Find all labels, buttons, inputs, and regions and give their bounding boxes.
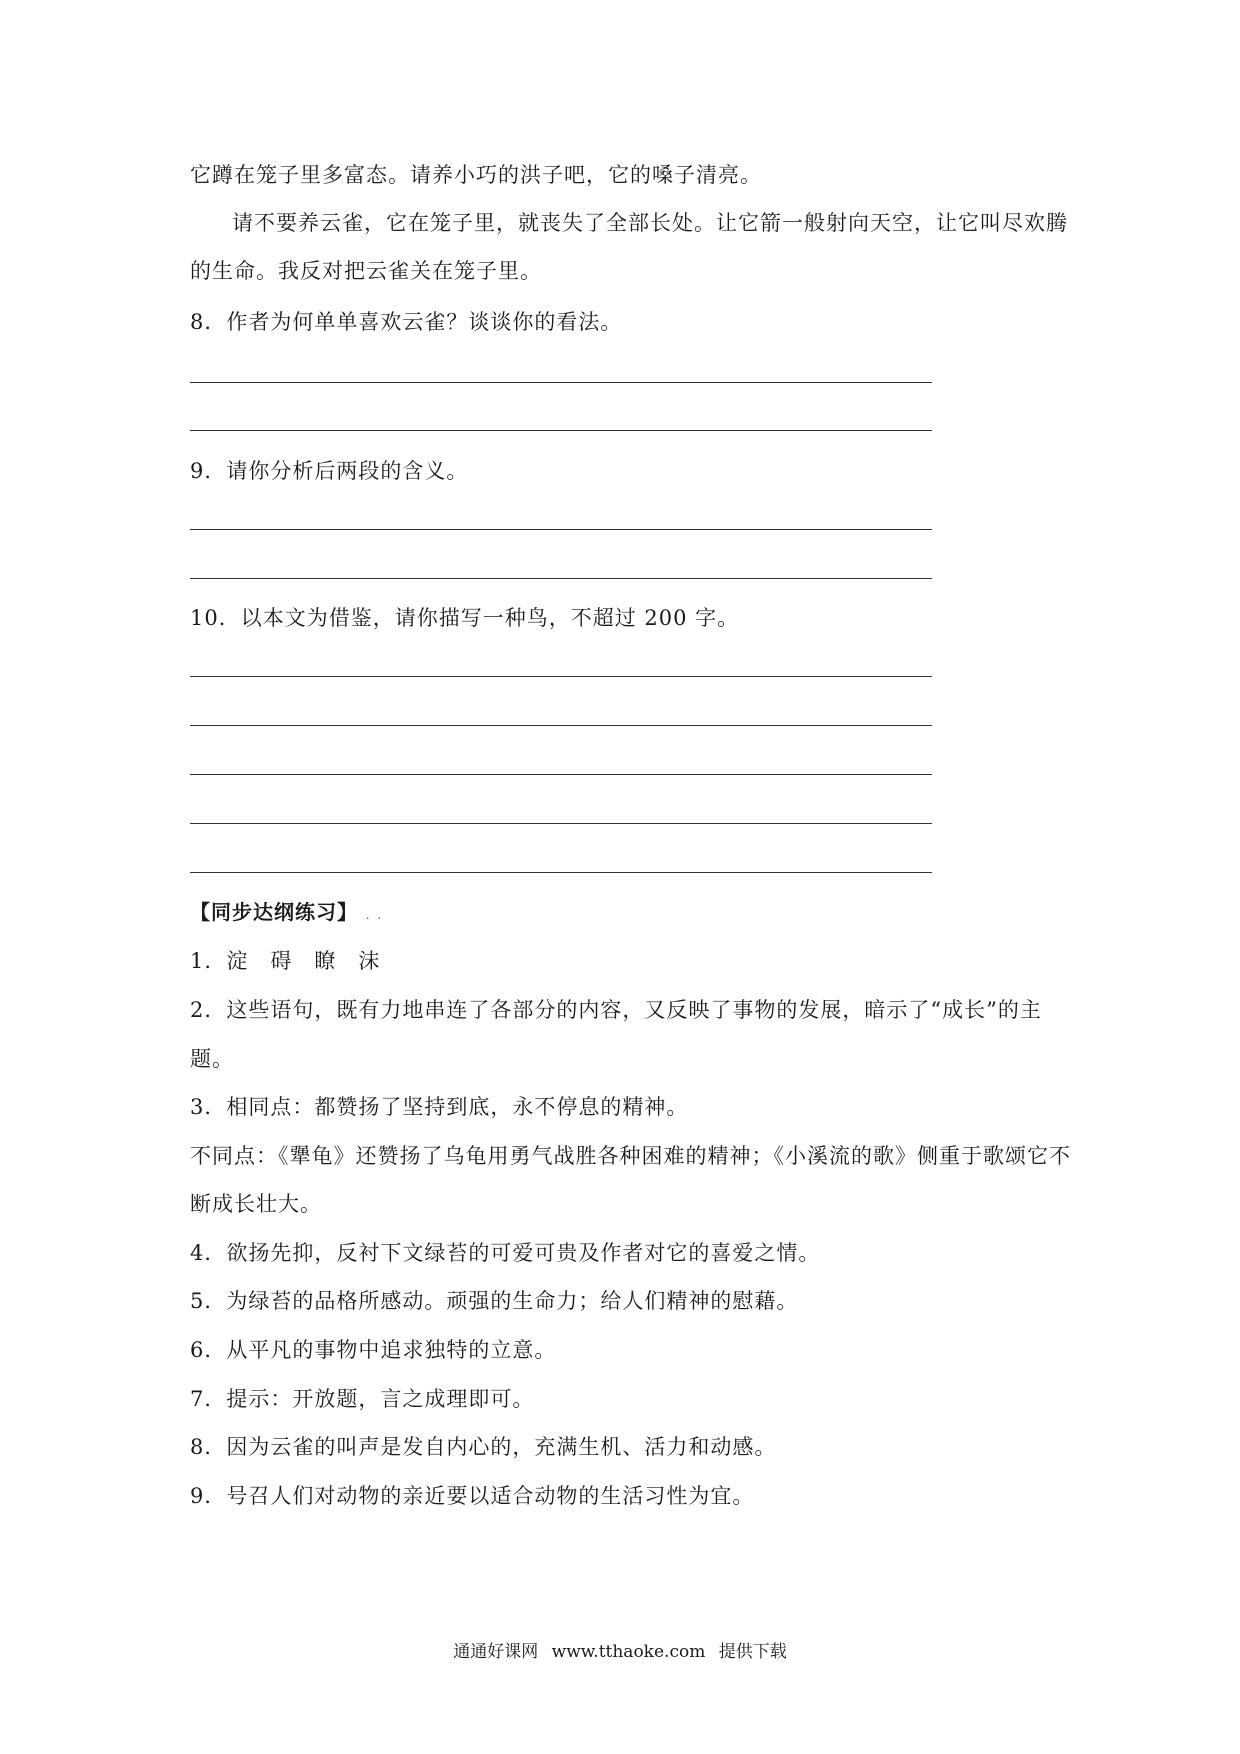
answer-3-line-1: 3．相同点：都赞扬了坚持到底，永不停息的精神。 [190, 1095, 689, 1119]
footer-url[interactable]: www.tthaoke.com [551, 1642, 706, 1662]
footer-site-name: 通通好课网 [453, 1642, 539, 1662]
question-8: 8．作者为何单单喜欢云雀？谈谈你的看法。 [190, 310, 623, 334]
answer-3-line-3: 断成长壮大。 [190, 1192, 322, 1216]
answer-line [190, 774, 932, 775]
answer-line [190, 725, 932, 726]
section-title: 【同步达纲练习】 [190, 900, 358, 924]
question-9: 9．请你分析后两段的含义。 [190, 459, 469, 483]
answer-1: 1．淀 碍 瞭 沫 [190, 949, 381, 973]
answer-line [190, 823, 932, 824]
footer-note: 提供下载 [718, 1642, 787, 1662]
answer-6: 6．从平凡的事物中追求独特的立意。 [190, 1338, 557, 1362]
answer-4: 4．欲扬先抑，反衬下文绿苔的可爱可贵及作者对它的喜爱之情。 [190, 1241, 821, 1265]
answer-2-line-1: 2．这些语句，既有力地串连了各部分的内容，又反映了事物的发展，暗示了“成长”的主 [190, 998, 1042, 1022]
answer-5: 5．为绿苔的品格所感动。顽强的生命力；给人们精神的慰藉。 [190, 1289, 799, 1313]
section-dots: . . [365, 908, 384, 922]
question-10: 10．以本文为借鉴，请你描写一种鸟，不超过 200 字。 [190, 606, 740, 630]
answer-line [190, 430, 932, 431]
answer-line [190, 676, 932, 677]
page-footer [0, 1640, 1240, 1664]
answer-8: 8．因为云雀的叫声是发自内心的，充满生机、活力和动感。 [190, 1435, 777, 1459]
answer-9: 9．号召人们对动物的亲近要以适合动物的生活习性为宜。 [190, 1484, 755, 1508]
answer-line [190, 872, 932, 873]
answer-3-line-2: 不同点：《犟龟》还赞扬了乌龟用勇气战胜各种困难的精神；《小溪流的歌》侧重于歌颂它不 [190, 1144, 1071, 1168]
answer-2-line-2: 题。 [190, 1047, 234, 1071]
answer-line [190, 382, 932, 383]
passage-line-3: 的生命。我反对把云雀关在笼子里。 [190, 259, 542, 283]
answer-line [190, 529, 932, 530]
passage-line-1: 它蹲在笼子里多富态。请养小巧的洪子吧，它的嗓子清亮。 [190, 163, 762, 187]
passage-line-2: 请不要养云雀，它在笼子里，就丧失了全部长处。让它箭一般射向天空，让它叫尽欢腾 [232, 211, 1068, 235]
answer-line [190, 578, 932, 579]
answer-7: 7．提示：开放题，言之成理即可。 [190, 1387, 535, 1411]
section-heading [190, 897, 383, 930]
